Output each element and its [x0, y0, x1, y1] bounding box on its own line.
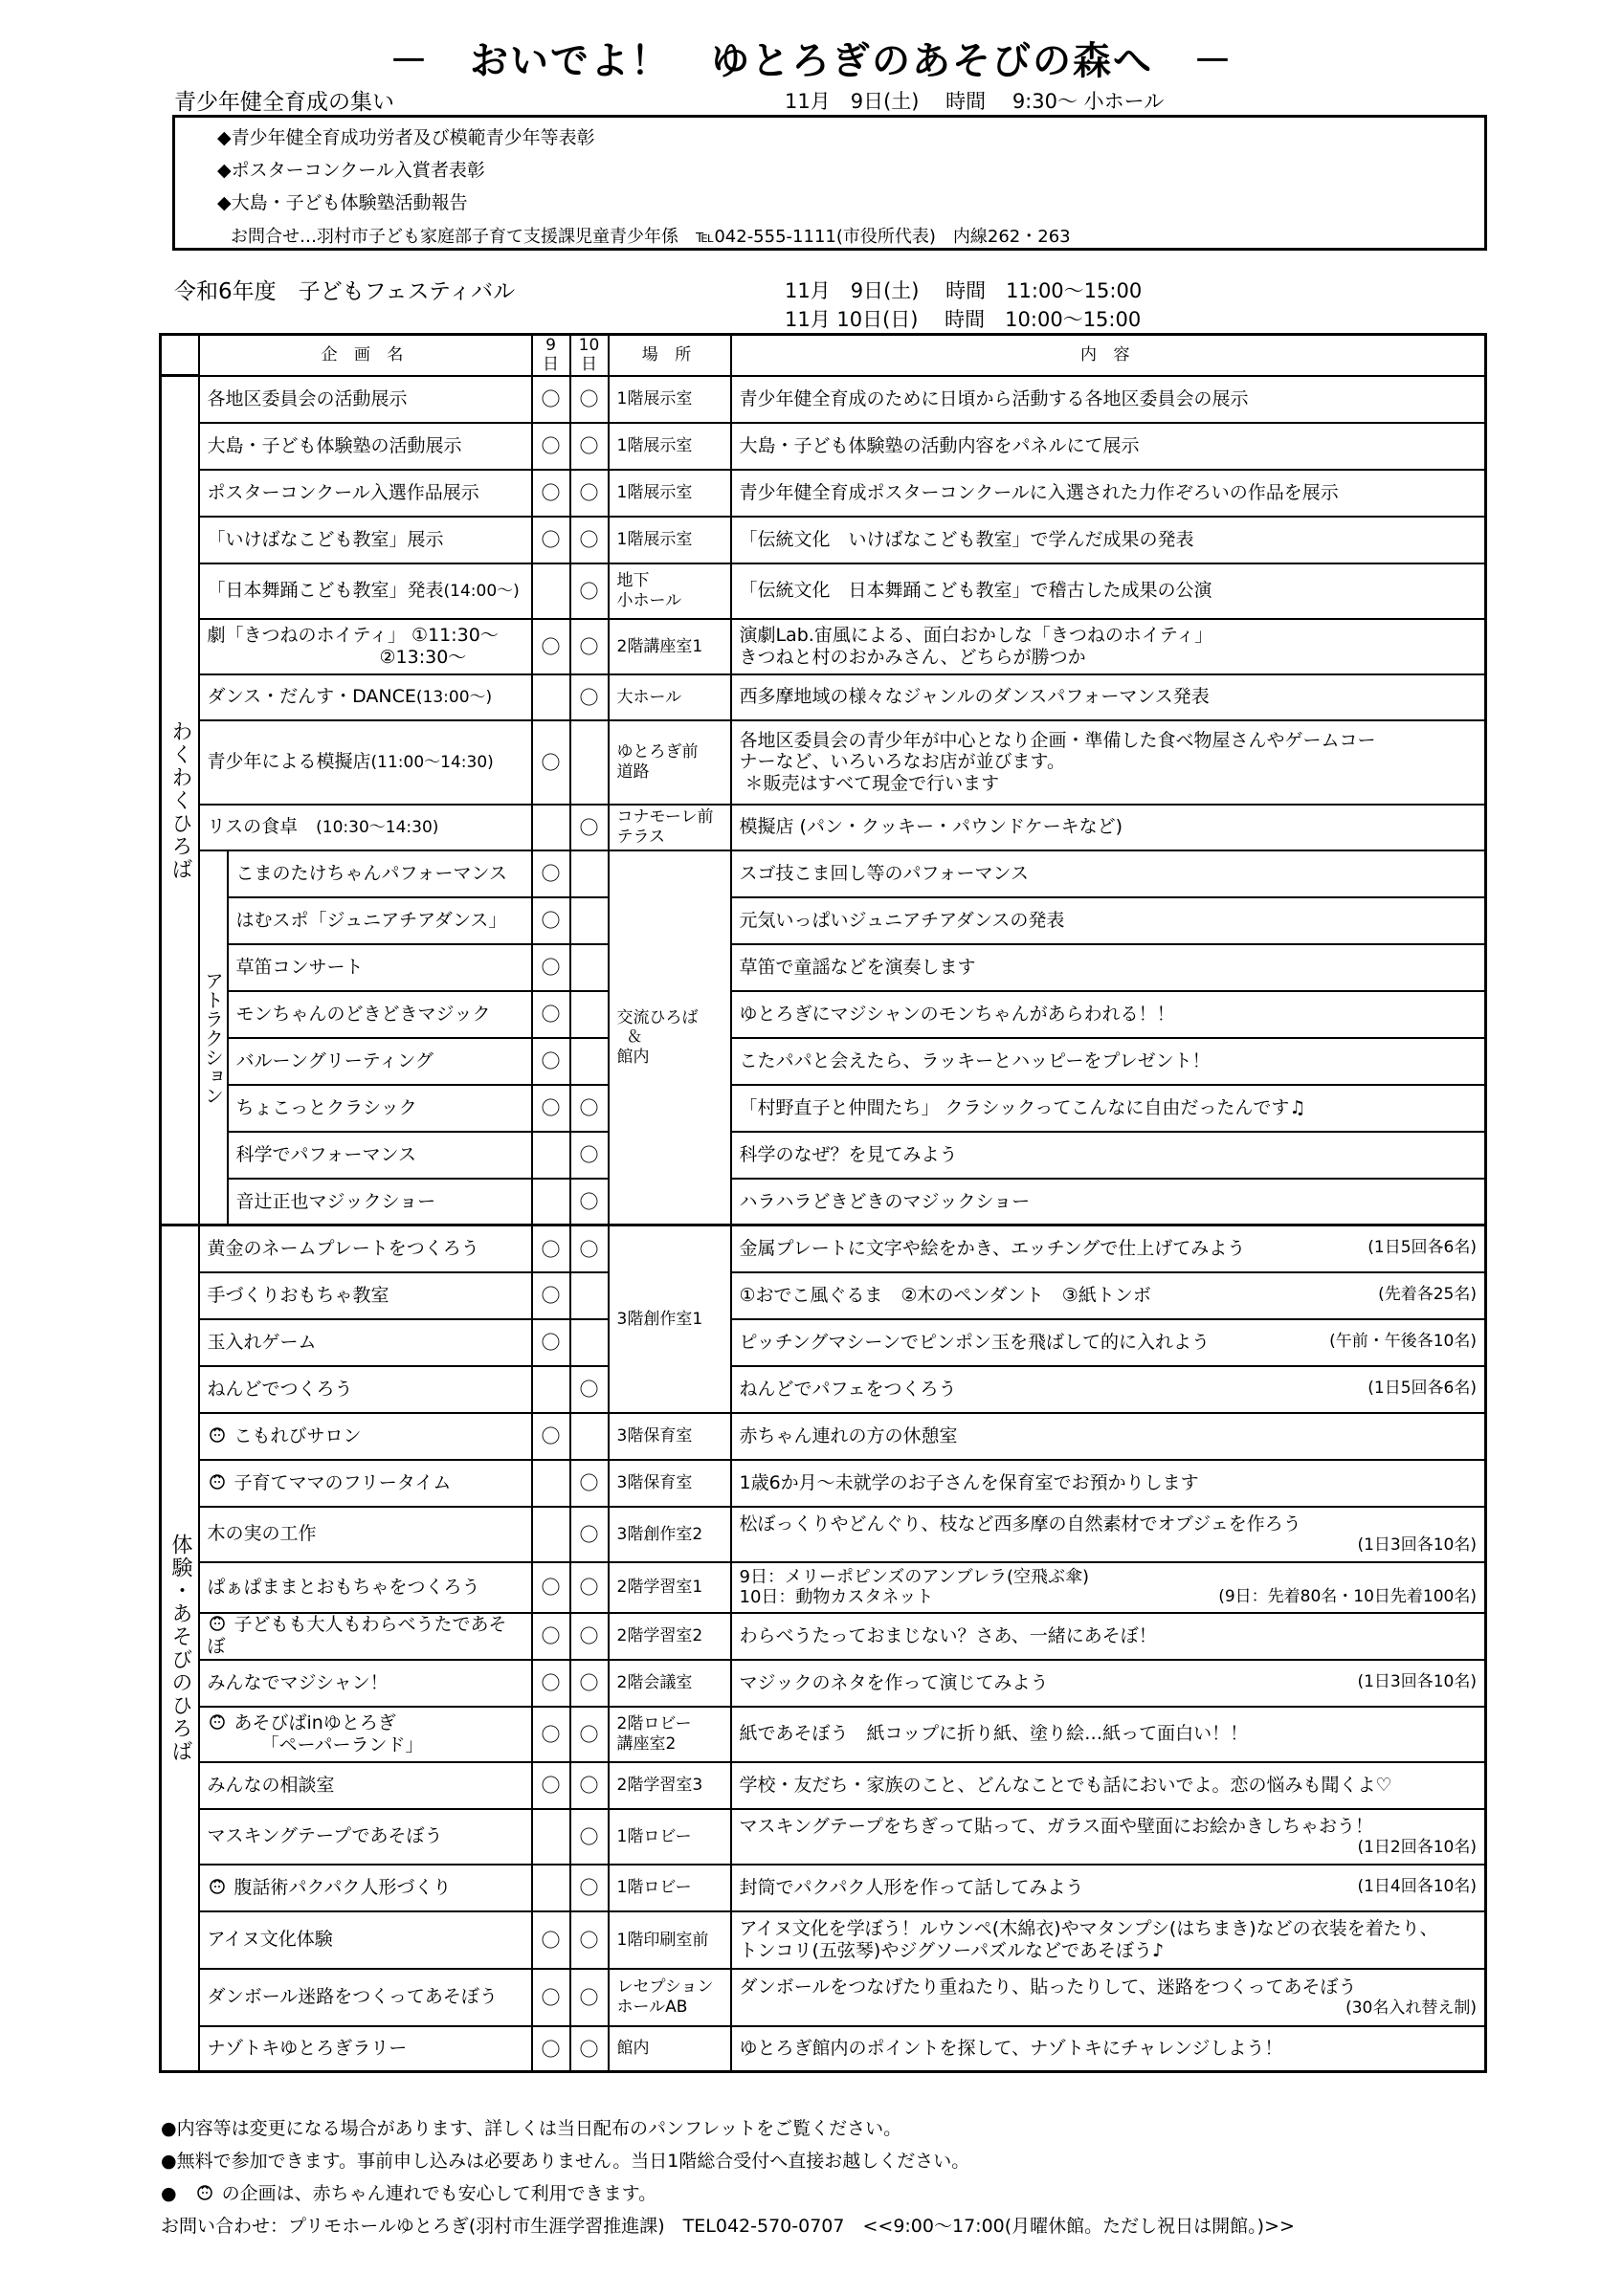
page-title: － おいでよ！ ゆとろぎのあそびの森へ － [389, 39, 1234, 83]
gathering-item: ◆大島・子ども体験塾活動報告 [217, 192, 468, 213]
event-place: 2階学習室2 [609, 1613, 731, 1660]
table-row [161, 1413, 1486, 1460]
header-name: 企 画 名 [199, 335, 532, 376]
event-content: 草笛で童謡などを演奏します [731, 944, 1486, 991]
note-2: ●無料で参加できます。事前申し込みは必要ありません。当日1階総合受付へ直接お越しください。 [161, 2151, 970, 2172]
event-content: スゴ技こま回し等のパフォーマンス [731, 850, 1486, 897]
mark-day9 [532, 1507, 570, 1562]
table-row [161, 944, 1486, 991]
mark-day10: 〇 [570, 1911, 609, 1969]
mark-day9: 〇 [532, 470, 570, 517]
header-content: 内 容 [731, 335, 1486, 376]
event-capacity: (先着各25名) [1378, 1284, 1477, 1304]
event-content [731, 1562, 1486, 1613]
event-name-text: 子どもも大人もわらべうたであそぼ [207, 1614, 507, 1658]
event-name [199, 805, 532, 850]
event-name: 手づくりおもちゃ教室 [199, 1272, 532, 1319]
event-name: 「いけばなこども教室」展示 [199, 517, 532, 563]
table-row [161, 1366, 1486, 1413]
mark-day9: 〇 [532, 1225, 570, 1272]
mark-day9: 〇 [532, 2026, 570, 2072]
mark-day9: 〇 [532, 850, 570, 897]
event-name: こまのたけちゃんパフォーマンス [228, 850, 532, 897]
event-name: ねんどでつくろう [199, 1366, 532, 1413]
place-line: レセプション [616, 1977, 714, 1998]
header-day9: 9日 [532, 335, 570, 376]
mark-day9 [532, 1865, 570, 1911]
event-name [199, 563, 532, 619]
mark-day9: 〇 [532, 1660, 570, 1707]
mark-day10: 〇 [570, 1507, 609, 1562]
event-name-text: リスの食卓 [207, 816, 299, 838]
event-content: 「伝統文化 いけばなこども教室」で学んだ成果の発表 [731, 517, 1486, 563]
baby-icon [208, 1877, 227, 1896]
event-place: 1階ロビー [609, 1809, 731, 1865]
event-name-text: 「日本舞踊こども教室」発表 [207, 580, 444, 602]
table-row [161, 1085, 1486, 1132]
event-place: 1階展示室 [609, 423, 731, 470]
content-text: 金属プレートに文字や絵をかき、エッチングで仕上げてみよう [739, 1238, 1246, 1260]
mark-day10: 〇 [570, 563, 609, 619]
event-place: 2階講座室1 [609, 619, 731, 674]
note-bullet: ● [161, 2183, 177, 2204]
event-place: 1階ロビー [609, 1865, 731, 1911]
mark-day10: 〇 [570, 1969, 609, 2026]
event-place: 2階学習室3 [609, 1762, 731, 1809]
mark-day10 [570, 897, 609, 944]
mark-day9: 〇 [532, 1613, 570, 1660]
place-line: ＆ [626, 1027, 643, 1048]
event-name-text: 劇「きつねのホイティ」 [207, 624, 406, 646]
event-capacity: (1日5回各6名) [1367, 1238, 1477, 1258]
table-row [161, 563, 1486, 619]
mark-day10: 〇 [570, 674, 609, 720]
content-line: アイヌ文化を学ぼう！ルウンペ(木綿衣)やマタンプシ(はちまき)などの衣装を着たり、 [739, 1917, 1438, 1939]
event-capacity: (1日3回各10名) [1357, 1534, 1477, 1555]
table-row [161, 376, 1486, 423]
event-content: 元気いっぱいジュニアチアダンスの発表 [731, 897, 1486, 944]
mark-day10 [570, 1038, 609, 1085]
festival-schedule-10: 11月 10日(日) 時間 10:00～15:00 [785, 308, 1142, 331]
table-row [161, 1507, 1486, 1562]
mark-day9: 〇 [532, 897, 570, 944]
content-text: ピッチングマシーンでピンポン玉を飛ばして的に入れよう [739, 1331, 1211, 1353]
mark-day10: 〇 [570, 1562, 609, 1613]
table-row [161, 1613, 1486, 1660]
event-name: モンちゃんのどきどきマジック [228, 991, 532, 1038]
table-row [161, 470, 1486, 517]
event-name-text: 腹話術パクパク人形づくり [233, 1876, 452, 1898]
event-place: 1階印刷室前 [609, 1911, 731, 1969]
event-name-text: ダンス・だんす・DANCE [207, 686, 416, 708]
baby-icon [208, 1425, 227, 1445]
content-line: ダンボールをつなげたり重ねたり、貼ったりして、迷路をつくってあそぼう [739, 1976, 1357, 1998]
event-capacity: (1日5回各6名) [1367, 1378, 1477, 1398]
event-name: アイヌ文化体験 [199, 1911, 532, 1969]
event-name-text: 子育てママのフリータイム [233, 1471, 452, 1493]
gathering-schedule: 11月 9日(土) 時間 9:30～ 小ホール [785, 90, 1165, 113]
mark-day10: 〇 [570, 1366, 609, 1413]
mark-day10: 〇 [570, 1085, 609, 1132]
event-name: みんなの相談室 [199, 1762, 532, 1809]
event-content [731, 1507, 1486, 1562]
category-taiken: 体験・あそびのひろば [161, 1225, 199, 2072]
category-attraction: アトラクション [199, 850, 228, 1225]
table-row [161, 1460, 1486, 1507]
table-row [161, 897, 1486, 944]
mark-day10: 〇 [570, 1460, 609, 1507]
event-time: (13:00～) [415, 688, 493, 708]
event-content: ゆとろぎにマジシャンのモンちゃんがあらわれる！！ [731, 991, 1486, 1038]
event-time: (11:00～14:30) [370, 753, 494, 773]
mark-day10 [570, 1319, 609, 1366]
event-content: 赤ちゃん連れの方の休憩室 [731, 1413, 1486, 1460]
content-line: トンコリ(五弦琴)やジグソーパズルなどであそぼう♪ [739, 1939, 1165, 1961]
table-row [161, 1319, 1486, 1366]
event-place: 3階創作室1 [609, 1225, 731, 1413]
mark-day10: 〇 [570, 619, 609, 674]
mark-day9: 〇 [532, 1762, 570, 1809]
event-name: 科学でパフォーマンス [228, 1132, 532, 1179]
mark-day9: 〇 [532, 1038, 570, 1085]
baby-icon [208, 1712, 227, 1732]
content-text: マジックのネタを作って演じてみよう [739, 1671, 1049, 1693]
event-content [731, 1911, 1486, 1969]
event-name-text: 青少年による模擬店 [207, 751, 371, 773]
event-name [199, 720, 532, 805]
table-row [161, 1660, 1486, 1707]
baby-icon [195, 2183, 214, 2202]
event-time: (14:00～) [443, 582, 520, 602]
mark-day10 [570, 1413, 609, 1460]
place-line: 交流ひろば [616, 1007, 699, 1027]
place-line: 地下 [616, 571, 650, 591]
mark-day9: 〇 [532, 1911, 570, 1969]
event-content [731, 720, 1486, 805]
event-time: (10:30～14:30) [316, 818, 439, 838]
event-content: 青少年健全育成のために日頃から活動する各地区委員会の展示 [731, 376, 1486, 423]
event-content: こたパパと会えたら、ラッキーとハッピーをプレゼント！ [731, 1038, 1486, 1085]
mark-day10: 〇 [570, 470, 609, 517]
event-name-text: 「ペーパーランド」 [260, 1733, 424, 1755]
mark-day10: 〇 [570, 1613, 609, 1660]
header-blank [161, 335, 199, 376]
table-row [161, 1179, 1486, 1225]
event-place: 1階展示室 [609, 376, 731, 423]
event-content: 「伝統文化 日本舞踊こども教室」で稽古した成果の公演 [731, 563, 1486, 619]
mark-day10: 〇 [570, 1762, 609, 1809]
event-content: 1歳6か月～未就学のお子さんを保育室でお預かりします [731, 1460, 1486, 1507]
mark-day9: 〇 [532, 619, 570, 674]
event-content: 学校・友だち・家族のこと、どんなことでも話においでよ。恋の悩みも聞くよ♡ [731, 1762, 1486, 1809]
event-place [609, 720, 731, 805]
table-header [161, 335, 1486, 376]
event-place: 館内 [609, 2026, 731, 2072]
event-content [731, 619, 1486, 674]
table-row [161, 1132, 1486, 1179]
event-content [731, 1865, 1486, 1911]
event-place: 2階会議室 [609, 1660, 731, 1707]
event-capacity: (1日3回各10名) [1357, 1671, 1477, 1691]
mark-day9 [532, 1132, 570, 1179]
event-name-text: あそびばinゆとろぎ [233, 1711, 396, 1733]
mark-day9 [532, 1366, 570, 1413]
mark-day9: 〇 [532, 991, 570, 1038]
content-line: ナーなど、いろいろなお店が並びます。 [739, 751, 1065, 773]
table-row [161, 991, 1486, 1038]
event-name [199, 619, 532, 674]
event-content: わらべうたっておまじない？さあ、一緒にあそぼ！ [731, 1613, 1486, 1660]
mark-day9 [532, 805, 570, 850]
event-content [731, 1969, 1486, 2026]
event-place: 1階展示室 [609, 470, 731, 517]
mark-day9: 〇 [532, 1969, 570, 2026]
event-name: 音辻正也マジックショー [228, 1179, 532, 1225]
event-name: ダンボール迷路をつくってあそぼう [199, 1969, 532, 2026]
note-text: の企画は、赤ちゃん連れでも安心して利用できます。 [221, 2183, 657, 2204]
content-line: 9日：メリーポピンズのアンブレラ(空飛ぶ傘) [739, 1566, 1090, 1587]
event-place [609, 563, 731, 619]
event-name: ぱぁぱままとおもちゃをつくろう [199, 1562, 532, 1613]
event-capacity: (1日2回各10名) [1357, 1837, 1477, 1857]
mark-day9: 〇 [532, 720, 570, 805]
festival-table [159, 333, 1487, 2073]
mark-day10: 〇 [570, 805, 609, 850]
mark-day9: 〇 [532, 1413, 570, 1460]
event-place [609, 1707, 731, 1762]
event-name: ポスターコンクール入選作品展示 [199, 470, 532, 517]
gathering-box [172, 115, 1487, 251]
contact-footer: お問い合わせ：プリモホールゆとろぎ(羽村市生涯学習推進課) TEL042-570-0707 <<9:00～17:00(月曜休館。ただし祝日は開館。)>> [161, 2216, 1295, 2237]
content-text: ①おでこ風ぐるま ②木のペンダント ③紙トンボ [739, 1284, 1151, 1306]
content-line: 10日：動物カスタネット [739, 1587, 934, 1608]
mark-day9 [532, 563, 570, 619]
event-content: 科学のなぜ？を見てみよう [731, 1132, 1486, 1179]
event-capacity: (30名入れ替え制) [1345, 1998, 1477, 2018]
event-content: 青少年健全育成ポスターコンクールに入選された力作ぞろいの作品を展示 [731, 470, 1486, 517]
event-content: 西多摩地域の様々なジャンルのダンスパフォーマンス発表 [731, 674, 1486, 720]
event-name-text: こもれびサロン [233, 1424, 362, 1446]
table-row [161, 1809, 1486, 1865]
mark-day9: 〇 [532, 1562, 570, 1613]
mark-day9: 〇 [532, 517, 570, 563]
event-time: ②13:30～ [379, 646, 467, 668]
table-row [161, 1707, 1486, 1762]
event-name: マスキングテープであそぼう [199, 1809, 532, 1865]
content-text: ねんどでパフェをつくろう [739, 1378, 957, 1400]
event-content [731, 1660, 1486, 1707]
event-capacity: (1日4回各10名) [1357, 1876, 1477, 1896]
event-name: バルーングリーティング [228, 1038, 532, 1085]
table-row [161, 805, 1486, 850]
gathering-title: 青少年健全育成の集い [174, 90, 394, 115]
event-content: 「村野直子と仲間たち」 クラシックってこんなに自由だったんです♫ [731, 1085, 1486, 1132]
event-name: 各地区委員会の活動展示 [199, 376, 532, 423]
event-name: ナゾトキゆとろぎラリー [199, 2026, 532, 2072]
mark-day9: 〇 [532, 1707, 570, 1762]
event-name [199, 1460, 532, 1507]
event-name: はむスポ「ジュニアチアダンス」 [228, 897, 532, 944]
event-name: 玉入れゲーム [199, 1319, 532, 1366]
mark-day10 [570, 991, 609, 1038]
mark-day10: 〇 [570, 517, 609, 563]
event-content [731, 1319, 1486, 1366]
event-name [199, 1613, 532, 1660]
gathering-item: ◆ポスターコンクール入賞者表彰 [217, 160, 485, 181]
event-place [609, 1969, 731, 2026]
event-name: みんなでマジシャン！ [199, 1660, 532, 1707]
event-name [199, 1707, 532, 1762]
event-content: 紙であそぼう 紙コップに折り紙、塗り絵…紙って面白い！！ [731, 1707, 1486, 1762]
gathering-contact: お問合せ…羽村市子ども家庭部子育て支援課児童青少年係 ℡042-555-1111(市役所代表) 内線262・263 [231, 227, 1071, 247]
event-time: ①11:30～ [411, 624, 499, 646]
table-row [161, 1225, 1486, 1272]
mark-day9 [532, 674, 570, 720]
event-place: 3階保育室 [609, 1413, 731, 1460]
event-content: 模擬店 (パン・クッキー・パウンドケーキなど) [731, 805, 1486, 850]
mark-day9: 〇 [532, 1272, 570, 1319]
content-text: 封筒でパクパク人形を作って話してみよう [739, 1876, 1084, 1898]
event-name: ちょこっとクラシック [228, 1085, 532, 1132]
mark-day10 [570, 720, 609, 805]
event-name: 大島・子ども体験塾の活動展示 [199, 423, 532, 470]
event-name: 草笛コンサート [228, 944, 532, 991]
event-content: 大島・子ども体験塾の活動内容をパネルにて展示 [731, 423, 1486, 470]
table-row [161, 850, 1486, 897]
content-line: 演劇Lab.宙風による、面白おかしな「きつねのホイティ」 [739, 624, 1213, 646]
event-name [199, 674, 532, 720]
event-name: 木の実の工作 [199, 1507, 532, 1562]
event-content: ハラハラどきどきのマジックショー [731, 1179, 1486, 1225]
content-line: マスキングテープをちぎって貼って、ガラス面や壁面にお絵かきしちゃおう！ [739, 1816, 1374, 1838]
mark-day10: 〇 [570, 1660, 609, 1707]
event-place: 大ホール [609, 674, 731, 720]
mark-day10: 〇 [570, 1865, 609, 1911]
table-row [161, 2026, 1486, 2072]
event-name: 黄金のネームプレートをつくろう [199, 1225, 532, 1272]
mark-day9: 〇 [532, 1319, 570, 1366]
mark-day9 [532, 1179, 570, 1225]
mark-day9: 〇 [532, 423, 570, 470]
place-line: 講座室2 [616, 1733, 677, 1754]
mark-day10: 〇 [570, 1179, 609, 1225]
festival-title: 令和6年度 子どもフェスティバル [174, 279, 516, 304]
table-row [161, 517, 1486, 563]
gathering-item: ◆青少年健全育成功労者及び模範青少年等表彰 [217, 127, 595, 148]
mark-day10 [570, 944, 609, 991]
mark-day9: 〇 [532, 1085, 570, 1132]
baby-icon [208, 1472, 227, 1491]
mark-day10: 〇 [570, 1225, 609, 1272]
place-line: ホールAB [616, 1997, 688, 2017]
table-row [161, 674, 1486, 720]
place-line: 小ホール [616, 590, 682, 610]
place-line: 館内 [616, 1047, 650, 1067]
header-place: 場 所 [609, 335, 731, 376]
festival-schedule-9: 11月 9日(土) 時間 11:00～15:00 [785, 279, 1143, 302]
content-line: 各地区委員会の青少年が中心となり企画・準備した食べ物屋さんやゲームコー [739, 729, 1376, 751]
event-name [199, 1865, 532, 1911]
place-line: コナモーレ前 [616, 807, 714, 828]
place-line: テラス [616, 827, 665, 847]
note-3 [161, 2179, 656, 2205]
event-place: 2階学習室1 [609, 1562, 731, 1613]
place-line: 道路 [616, 762, 650, 782]
mark-day9: 〇 [532, 376, 570, 423]
mark-day10: 〇 [570, 1707, 609, 1762]
category-waku: わくわくひろば [161, 376, 199, 1225]
place-line: 2階ロビー [616, 1714, 692, 1734]
event-name [199, 1413, 532, 1460]
event-capacity: (午前・午後各10名) [1329, 1331, 1477, 1351]
content-line: ＊販売はすべて現金で行います [745, 773, 1000, 795]
attraction-place [609, 850, 731, 1225]
mark-day10: 〇 [570, 1809, 609, 1865]
table-row [161, 619, 1486, 674]
event-capacity: (9日：先着80名・10日先着100名) [1218, 1587, 1477, 1607]
table-row [161, 1272, 1486, 1319]
table-row [161, 720, 1486, 805]
event-place: 3階保育室 [609, 1460, 731, 1507]
table-row [161, 1562, 1486, 1613]
mark-day10 [570, 850, 609, 897]
place-line: ゆとろぎ前 [616, 742, 699, 762]
table-row [161, 423, 1486, 470]
event-content: ゆとろぎ館内のポイントを探して、ナゾトキにチャレンジしよう！ [731, 2026, 1486, 2072]
table-row [161, 1762, 1486, 1809]
note-1: ●内容等は変更になる場合があります、詳しくは当日配布のパンフレットをご覧ください。 [161, 2118, 902, 2139]
mark-day9 [532, 1809, 570, 1865]
event-content [731, 1809, 1486, 1865]
event-content [731, 1272, 1486, 1319]
mark-day10 [570, 1272, 609, 1319]
mark-day10: 〇 [570, 423, 609, 470]
event-content [731, 1366, 1486, 1413]
event-content [731, 1225, 1486, 1272]
event-place [609, 805, 731, 850]
content-line: 松ぼっくりやどんぐり、枝など西多摩の自然素材でオブジェを作ろう [739, 1513, 1301, 1535]
table-row [161, 1038, 1486, 1085]
event-place: 3階創作室2 [609, 1507, 731, 1562]
table-row [161, 1911, 1486, 1969]
mark-day9: 〇 [532, 944, 570, 991]
mark-day9 [532, 1460, 570, 1507]
table-row [161, 1969, 1486, 2026]
content-line: きつねと村のおかみさん、どちらが勝つか [739, 646, 1086, 668]
event-place: 1階展示室 [609, 517, 731, 563]
mark-day10: 〇 [570, 2026, 609, 2072]
header-day10: 10日 [570, 335, 609, 376]
baby-icon [208, 1614, 227, 1633]
table-row [161, 1865, 1486, 1911]
mark-day10: 〇 [570, 1132, 609, 1179]
mark-day10: 〇 [570, 376, 609, 423]
